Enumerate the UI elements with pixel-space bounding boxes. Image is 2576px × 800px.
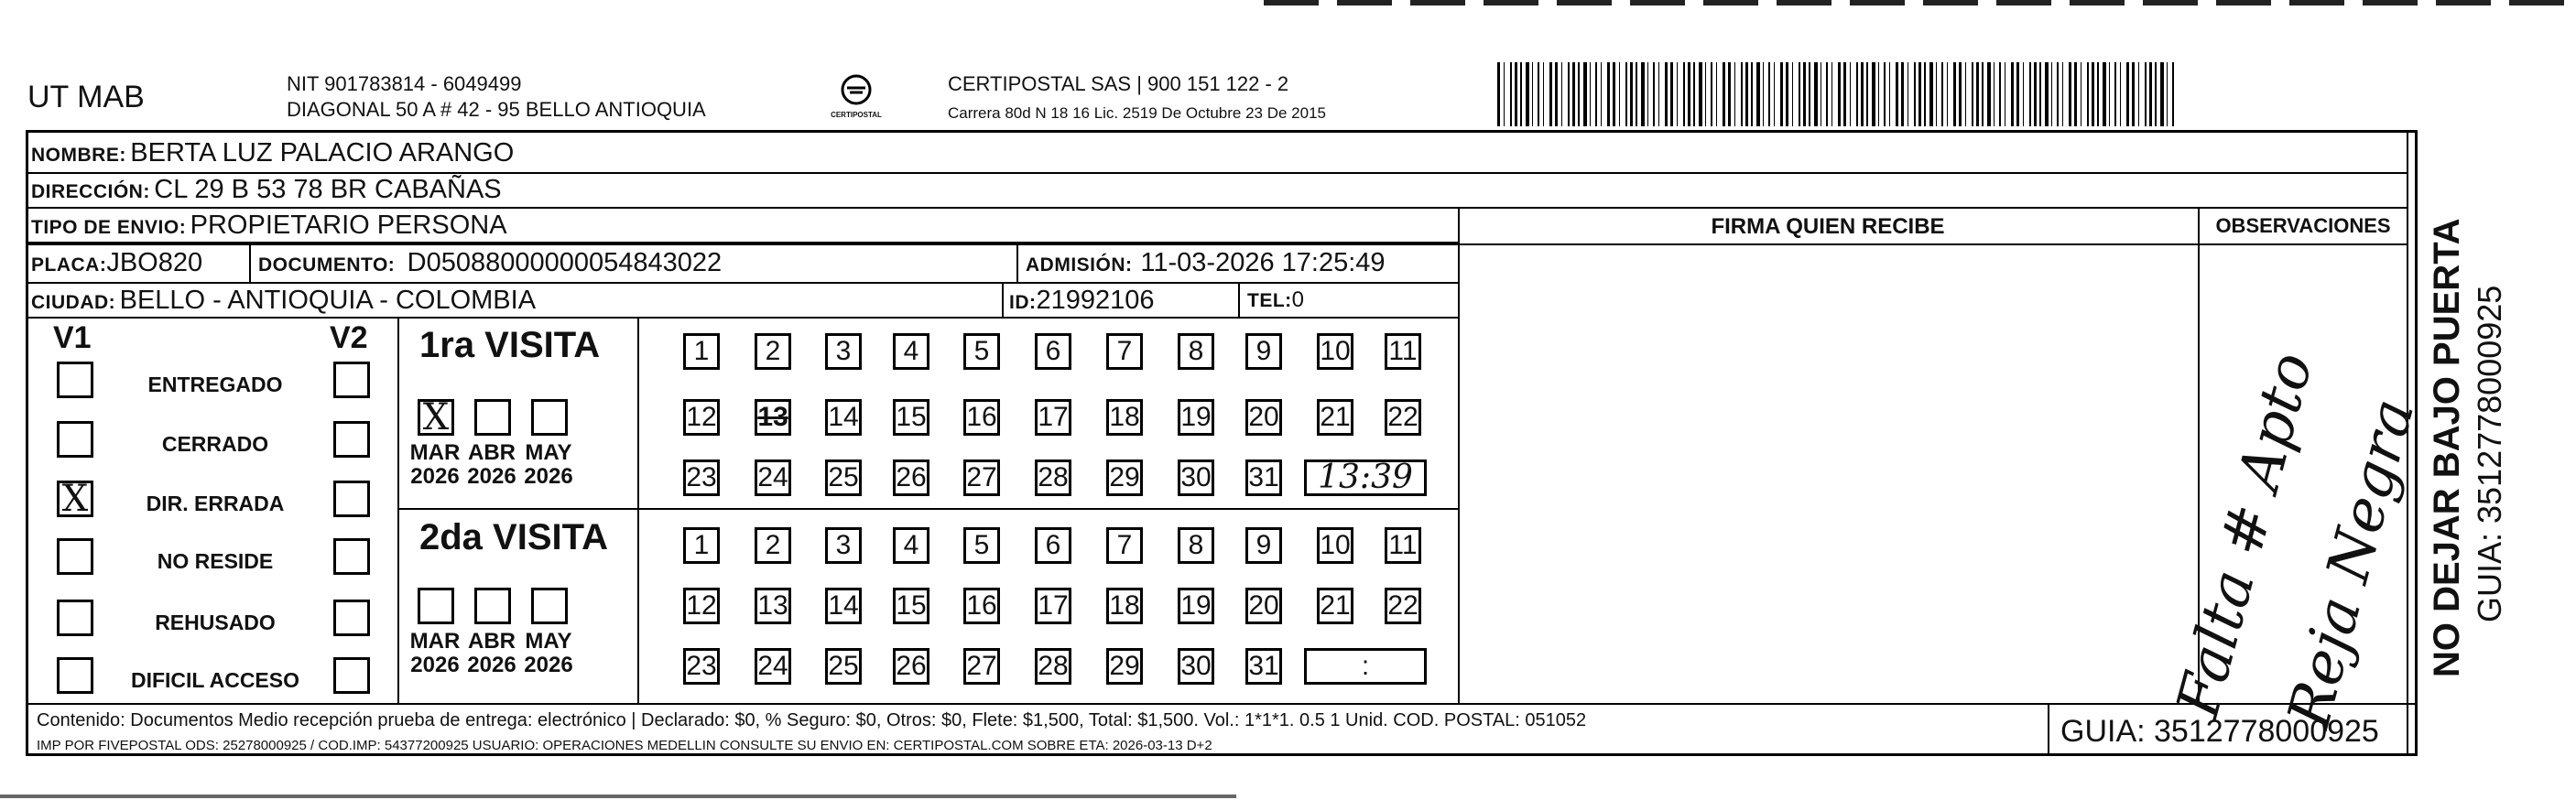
carrier-address: Carrera 80d N 18 16 Lic. 2519 De Octubre 23 De 2015 <box>948 104 1326 122</box>
visit1-day-box[interactable]: 15 <box>893 399 929 436</box>
barcode-bar <box>1543 62 1544 126</box>
barcode-bar <box>1572 62 1575 126</box>
barcode-bar <box>1856 62 1858 126</box>
barcode-bar <box>1896 62 1898 126</box>
barcode-bar <box>1590 62 1591 126</box>
barcode-bar <box>1647 62 1648 126</box>
barcode-bar <box>1924 62 1926 126</box>
barcode-bar <box>1583 62 1587 126</box>
barcode-bar <box>1688 62 1690 126</box>
barcode-bar <box>1918 62 1921 126</box>
barcode-bar <box>1515 62 1517 126</box>
id-row <box>1009 285 1155 320</box>
visit1-day-box[interactable]: 14 <box>825 399 862 436</box>
barcode-bar <box>2172 62 2174 126</box>
v2-checkbox[interactable] <box>333 481 370 517</box>
barcode-bar <box>1751 62 1753 126</box>
barcode-bar <box>2149 62 2152 126</box>
visit1-month-label: ABR 2026 <box>467 440 516 489</box>
barcode-bar <box>2103 62 2106 126</box>
barcode-bar <box>1561 62 1562 126</box>
visit1-day-box[interactable]: 2 <box>755 333 791 370</box>
v2-checkbox[interactable] <box>333 362 370 398</box>
visit2-day-box[interactable]: 18 <box>1106 588 1143 624</box>
visit1-title: 1ra VISITA <box>419 325 601 365</box>
visit1-day-box[interactable]: 21 <box>1317 399 1353 436</box>
tel-row <box>1247 285 1304 319</box>
admision-row <box>1026 247 1386 283</box>
visit1-day-box[interactable]: 31 <box>1245 459 1282 496</box>
barcode-bar <box>1763 62 1764 126</box>
barcode-bar <box>2087 62 2089 126</box>
barcode-bar <box>1914 62 1916 126</box>
status-option-label: REHUSADO <box>155 611 276 634</box>
barcode-bar <box>1965 62 1966 126</box>
direccion-label: DIRECCIÓN: <box>31 181 150 202</box>
v2-checkbox[interactable] <box>333 657 370 694</box>
visit2-day-box[interactable]: 15 <box>893 588 929 624</box>
barcode-bar <box>1884 62 1886 126</box>
visit1-day-box[interactable]: 12 <box>683 399 720 436</box>
visit2-day-box[interactable]: 26 <box>893 648 929 685</box>
barcode-bar <box>1959 62 1962 126</box>
side-no-dejar: NO DEJAR BAJO PUERTA <box>2427 218 2467 677</box>
check-mark: X <box>61 478 89 520</box>
v2-label: V2 <box>330 320 368 355</box>
barcode-bar <box>1792 62 1793 126</box>
visit1-day-box[interactable]: 17 <box>1035 399 1071 436</box>
visit2-day-box[interactable]: 7 <box>1106 527 1143 564</box>
carrier-name: CERTIPOSTAL SAS | 900 151 122 - 2 <box>948 72 1289 95</box>
placa-row <box>31 247 202 283</box>
firma-label: FIRMA QUIEN RECIBE <box>1711 214 1945 239</box>
barcode-bar <box>2016 62 2019 126</box>
visit1-day-box[interactable]: 16 <box>963 399 1000 436</box>
barcode-bar <box>2062 62 2063 126</box>
top-edge-marks <box>1264 0 2564 5</box>
barcode-bar <box>1929 62 1933 126</box>
nombre-value: BERTA LUZ PALACIO ARANGO <box>130 138 515 168</box>
visit2-day-box[interactable]: 5 <box>963 527 1000 564</box>
barcode-bar <box>2023 62 2024 126</box>
barcode-bar <box>1768 62 1770 126</box>
visit2-month-label: MAY 2026 <box>524 629 573 677</box>
barcode-bar <box>1665 62 1668 126</box>
v2-checkbox[interactable] <box>333 421 370 458</box>
barcode-bar <box>2132 62 2135 126</box>
barcode-bar <box>1861 62 1864 126</box>
visit2-day-box[interactable]: 12 <box>683 588 720 624</box>
visit2-month-checkbox[interactable] <box>531 588 568 624</box>
status-option-label: DIR. ERRADA <box>146 492 285 515</box>
visit1-day-box[interactable]: 1 <box>683 333 720 370</box>
barcode-bar <box>1728 62 1731 126</box>
barcode-bar <box>1619 62 1620 126</box>
barcode-bar <box>2155 62 2157 126</box>
logo-icon <box>838 73 875 106</box>
company-nit: NIT 901783814 - 6049499 <box>287 72 522 95</box>
visit1-day-box[interactable]: 22 <box>1385 399 1421 436</box>
barcode-bar <box>1976 62 1979 126</box>
barcode-bar <box>1878 62 1879 126</box>
barcode-bar <box>2160 62 2164 126</box>
visit1-day-box[interactable]: 20 <box>1245 399 1282 436</box>
status-option-label: ENTREGADO <box>147 373 283 396</box>
barcode-bar <box>2092 62 2094 126</box>
barcode-bar <box>1670 62 1673 126</box>
barcode-bar <box>2069 62 2071 126</box>
barcode-bar <box>1568 62 1570 126</box>
barcode-bar <box>1607 62 1610 126</box>
visit2-day-box[interactable]: 10 <box>1317 527 1353 564</box>
v1-label: V1 <box>53 320 92 355</box>
barcode-bar <box>1734 62 1735 126</box>
id-value: 21992106 <box>1036 286 1155 315</box>
documento-row <box>258 247 722 283</box>
nombre-label: NOMBRE: <box>31 145 126 166</box>
barcode-bar <box>1630 62 1633 126</box>
visit2-time-box[interactable]: : <box>1304 648 1427 685</box>
barcode-bar <box>1972 62 1973 126</box>
barcode-bar <box>1636 62 1637 126</box>
barcode-bar <box>2145 62 2147 126</box>
observaciones-label: OBSERVACIONES <box>2215 214 2391 237</box>
visit1-month-checkbox[interactable] <box>418 396 454 438</box>
v2-checkbox[interactable] <box>333 600 370 636</box>
visit2-day-box[interactable]: 27 <box>963 648 1000 685</box>
barcode-bar <box>1814 62 1818 126</box>
barcode-bar <box>1786 62 1788 126</box>
barcode-bar <box>1497 62 1500 126</box>
visit2-day-box[interactable]: 13 <box>755 588 791 624</box>
visit1-month-checkbox[interactable] <box>474 399 511 436</box>
v1-checkbox[interactable] <box>57 657 93 694</box>
barcode-bar <box>1538 62 1539 126</box>
visit2-day-box[interactable]: 2 <box>755 527 791 564</box>
barcode-bar <box>1741 62 1743 126</box>
barcode-bar <box>1756 62 1760 126</box>
barcode-bar <box>1826 62 1828 126</box>
visit1-day-box[interactable]: 8 <box>1178 333 1214 370</box>
v1-checkbox[interactable] <box>57 421 93 458</box>
visit2-day-box[interactable]: 17 <box>1035 588 1071 624</box>
v1-checkbox[interactable] <box>57 478 93 520</box>
visit2-day-box[interactable]: 19 <box>1178 588 1214 624</box>
barcode-bar <box>1941 62 1943 126</box>
check-mark: X <box>422 396 450 438</box>
visit2-day-box[interactable]: 9 <box>1245 527 1282 564</box>
barcode-bar <box>1625 62 1627 126</box>
visit2-month-checkbox[interactable] <box>418 588 454 624</box>
footer-guia: GUIA: 3512778000925 <box>2060 714 2379 749</box>
v1-checkbox[interactable] <box>57 538 93 575</box>
barcode-bar <box>1711 62 1712 126</box>
barcode-bar <box>2167 62 2168 126</box>
visit2-month-label: MAR 2026 <box>409 629 461 677</box>
barcode-bar <box>1653 62 1655 126</box>
barcode-bar <box>1595 62 1597 126</box>
visit2-day-box[interactable]: 4 <box>893 527 929 564</box>
visit1-day-box[interactable]: 28 <box>1035 459 1071 496</box>
barcode-bar <box>2126 62 2129 126</box>
tel-label: TEL: <box>1247 290 1292 311</box>
barcode-bar <box>1716 62 1717 126</box>
visit1-day-box[interactable]: 11 <box>1385 333 1421 370</box>
barcode-bar <box>1936 62 1937 126</box>
visit2-day-box[interactable]: 1 <box>683 527 720 564</box>
visit1-day-box[interactable]: 24 <box>755 459 791 496</box>
barcode-bar <box>2034 62 2037 126</box>
barcode-bar <box>1677 62 1678 126</box>
visit1-day-box[interactable]: 29 <box>1106 459 1143 496</box>
v1-checkbox[interactable] <box>57 600 93 636</box>
barcode-bar <box>2074 62 2077 126</box>
barcode-bar <box>2045 62 2049 126</box>
visit2-day-box[interactable]: 22 <box>1385 588 1421 624</box>
ciudad-value: BELLO - ANTIOQUIA - COLOMBIA <box>119 286 537 315</box>
status-option-label: NO RESIDE <box>157 549 274 573</box>
status-option-label: DIFICIL ACCESO <box>130 668 299 692</box>
ciudad-row <box>31 285 536 320</box>
admision-value: 11-03-2026 17:25:49 <box>1140 248 1386 277</box>
barcode-bar <box>2138 62 2139 126</box>
barcode <box>1497 62 2175 126</box>
visit1-day-box[interactable]: 18 <box>1106 399 1143 436</box>
footer-contenido: Contenido: Documentos Medio recepción prueba de entrega: electrónico | Declarado: $0, % Seguro: $0, Otros: $0, Flete: $1,500, Total: $1,500. Vol.: 1*1*1. 0.5 1 Unid. COD. POSTAL: 051052 <box>37 710 1587 730</box>
visit2-day-box[interactable]: 31 <box>1245 648 1282 685</box>
visit1-day-box[interactable]: 3 <box>825 333 862 370</box>
barcode-bar <box>2029 62 2031 126</box>
barcode-bar <box>1699 62 1702 126</box>
barcode-bar <box>1555 62 1558 126</box>
placa-label: PLACA: <box>31 254 107 276</box>
visit2-day-box[interactable]: 20 <box>1245 588 1282 624</box>
barcode-bar <box>1947 62 1948 126</box>
visit1-time-box[interactable]: 13:39 <box>1304 459 1427 496</box>
barcode-bar <box>1705 62 1706 126</box>
barcode-bar <box>2057 62 2059 126</box>
visit2-day-box[interactable]: 28 <box>1035 648 1071 685</box>
visit2-day-box[interactable]: 23 <box>683 648 720 685</box>
barcode-bar <box>2011 62 2014 126</box>
visit2-day-box[interactable]: 24 <box>755 648 791 685</box>
visit1-day-box[interactable]: 26 <box>893 459 929 496</box>
documento-value: D05088000000054843022 <box>407 248 723 277</box>
visit1-day-box[interactable]: 6 <box>1035 333 1071 370</box>
tipo-row <box>31 210 507 245</box>
barcode-bar <box>1520 62 1522 126</box>
barcode-bar <box>1693 62 1695 126</box>
barcode-bar <box>1613 62 1615 126</box>
barcode-bar <box>1683 62 1685 126</box>
barcode-bar <box>1982 62 1984 126</box>
barcode-bar <box>1601 62 1602 126</box>
visit1-day-box[interactable]: 4 <box>893 333 929 370</box>
observaciones-handwriting: Falta # Apto Reja Negra <box>2164 345 2429 735</box>
barcode-bar <box>1526 62 1529 126</box>
barcode-bar <box>2097 62 2099 126</box>
visit1-day-box[interactable]: 27 <box>963 459 1000 496</box>
certipostal-logo <box>829 73 884 124</box>
barcode-bar <box>1723 62 1725 126</box>
visit1-month-checkbox[interactable] <box>531 399 568 436</box>
visit2-day-box[interactable]: 11 <box>1385 527 1421 564</box>
barcode-bar <box>1901 62 1904 126</box>
v2-checkbox[interactable] <box>333 538 370 575</box>
visit1-day-box[interactable]: 7 <box>1106 333 1143 370</box>
company-name: UT MAB <box>27 80 145 114</box>
barcode-bar <box>1850 62 1851 126</box>
direccion-value: CL 29 B 53 78 BR CABAÑAS <box>154 175 502 204</box>
barcode-bar <box>1999 62 2001 126</box>
tipo-label: TIPO DE ENVIO: <box>31 217 187 238</box>
visit2-month-label: ABR 2026 <box>467 629 516 677</box>
visit1-day-box[interactable]: 30 <box>1178 459 1214 496</box>
placa-value: JBO820 <box>106 248 203 277</box>
visit2-day-box[interactable]: 6 <box>1035 527 1071 564</box>
barcode-bar <box>1780 62 1783 126</box>
visit2-title: 2da VISITA <box>419 517 608 557</box>
ciudad-label: CIUDAD: <box>31 292 116 313</box>
barcode-bar <box>1866 62 1868 126</box>
documento-label: DOCUMENTO: <box>258 254 396 276</box>
barcode-bar <box>1889 62 1890 126</box>
barcode-bar <box>1799 62 1800 126</box>
visit1-day-box[interactable]: 25 <box>825 459 862 496</box>
visit2-day-box[interactable]: 8 <box>1178 527 1214 564</box>
barcode-bar <box>2120 62 2121 126</box>
barcode-bar <box>1578 62 1580 126</box>
barcode-bar <box>1809 62 1810 126</box>
barcode-bar <box>1641 62 1645 126</box>
barcode-bar <box>2109 62 2110 126</box>
barcode-bar <box>1658 62 1659 126</box>
visit2-day-box[interactable]: 30 <box>1178 648 1214 685</box>
visit1-day-box[interactable]: 19 <box>1178 399 1214 436</box>
visit1-day-box[interactable]: 23 <box>683 459 720 496</box>
tipo-value: PROPIETARIO PERSONA <box>190 211 507 240</box>
visit2-day-box[interactable]: 25 <box>825 648 862 685</box>
barcode-bar <box>1953 62 1956 126</box>
barcode-bar <box>2051 62 2052 126</box>
barcode-bar <box>1532 62 1533 126</box>
nombre-row <box>31 137 514 173</box>
visit2-day-box[interactable]: 21 <box>1317 588 1353 624</box>
direccion-row <box>31 174 502 210</box>
barcode-bar <box>1510 62 1512 126</box>
visit1-day-box[interactable]: 10 <box>1317 333 1353 370</box>
visit1-day-box[interactable]: 5 <box>963 333 1000 370</box>
visit1-month-label: MAY 2026 <box>524 440 573 489</box>
visit2-day-box[interactable]: 16 <box>963 588 1000 624</box>
visit2-day-box[interactable]: 29 <box>1106 648 1143 685</box>
barcode-bar <box>1803 62 1806 126</box>
footer-imp: IMP POR FIVEPOSTAL ODS: 25278000925 / COD.IMP: 54377200925 USUARIO: OPERACIONES MEDELLIN CONSULTE SU ENVIO EN: CERTIPOSTAL.COM SOBRE ETA: 2026-03-13 D+2 <box>37 738 1212 753</box>
barcode-bar <box>1838 62 1841 126</box>
barcode-bar <box>1843 62 1846 126</box>
visit1-month-label: MAR 2026 <box>409 440 461 489</box>
id-label: ID: <box>1009 292 1037 313</box>
visit2-month-checkbox[interactable] <box>474 588 511 624</box>
barcode-bar <box>2039 62 2041 126</box>
visit2-day-box[interactable]: 14 <box>825 588 862 624</box>
barcode-bar <box>1831 62 1832 126</box>
tel-value: 0 <box>1291 287 1305 312</box>
admision-label: ADMISIÓN: <box>1026 254 1133 276</box>
logo-text: CERTIPOSTAL <box>831 111 882 119</box>
visit1-day-box[interactable]: 9 <box>1245 333 1282 370</box>
side-guia: GUIA: 3512778000925 <box>2471 285 2508 622</box>
v1-checkbox[interactable] <box>57 362 93 398</box>
barcode-bar <box>2114 62 2116 126</box>
barcode-bar <box>1987 62 1991 126</box>
barcode-bar <box>1504 62 1505 126</box>
barcode-bar <box>1745 62 1748 126</box>
barcode-bar <box>1549 62 1552 126</box>
company-address: DIAGONAL 50 A # 42 - 95 BELLO ANTIOQUIA <box>287 98 706 121</box>
barcode-bar <box>1872 62 1875 126</box>
barcode-bar <box>1774 62 1775 126</box>
bottom-edge-mark <box>0 795 1236 798</box>
visit1-day-box[interactable]: 13 <box>755 399 791 436</box>
visit2-day-box[interactable]: 3 <box>825 527 862 564</box>
status-option-label: CERRADO <box>161 432 269 456</box>
